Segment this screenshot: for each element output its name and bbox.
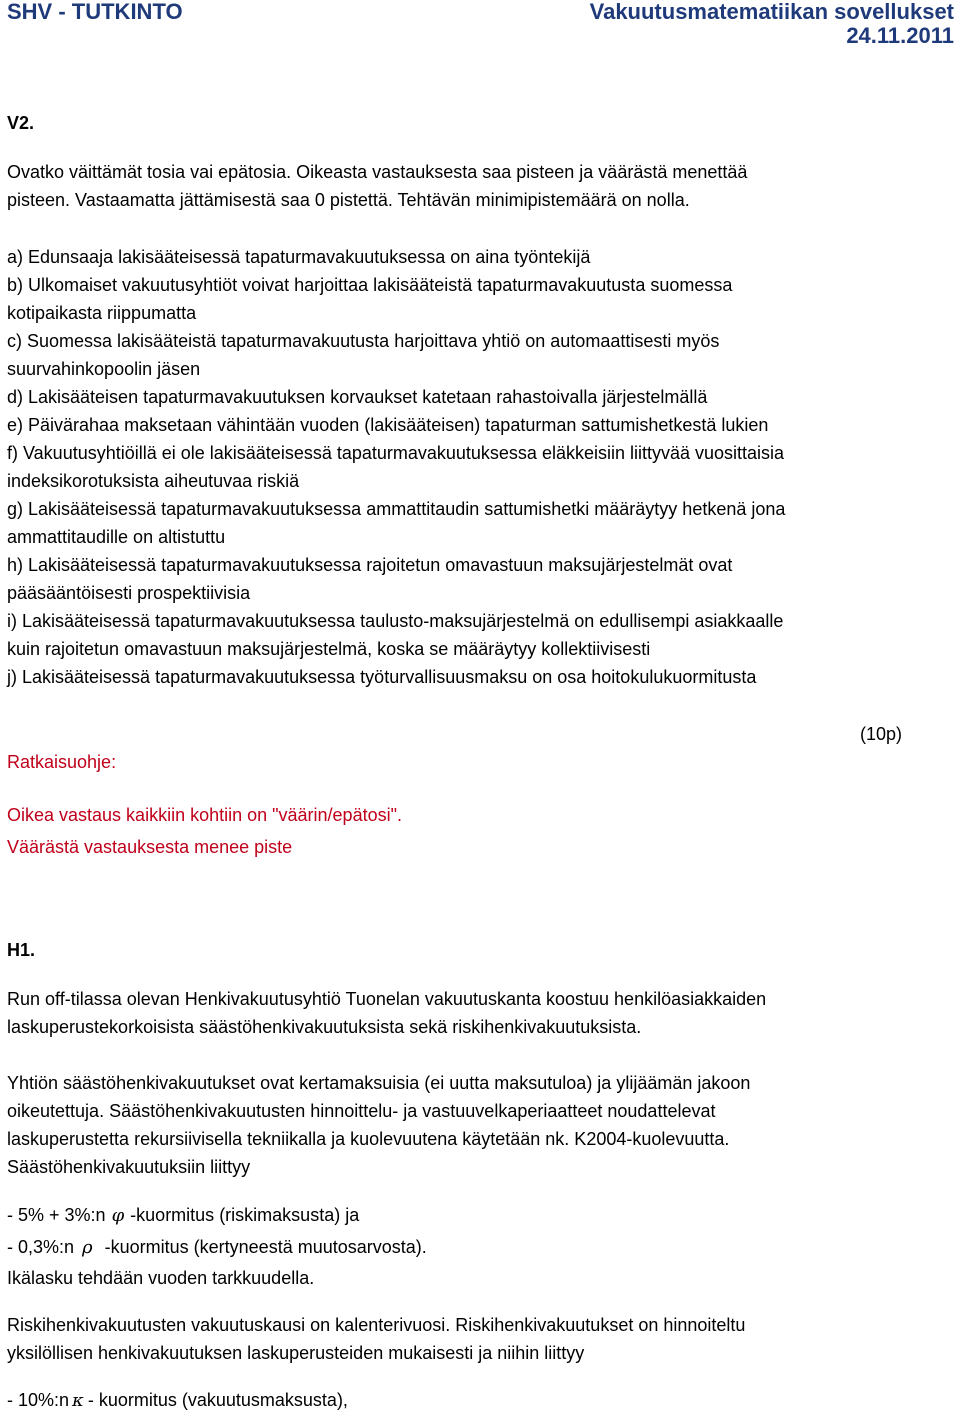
solution-line: Oikea vastaus kaikkiin kohtiin on "väärin/epätosi". bbox=[7, 805, 402, 825]
kappa-symbol: κ bbox=[72, 1390, 84, 1411]
loading-phi-line bbox=[7, 1201, 955, 1230]
header-date: 24.11.2011 bbox=[846, 23, 954, 48]
loading-phi-prefix: - 5% + 3%:n bbox=[7, 1205, 106, 1225]
v2-instruction-line: Ovatko väittämät tosia vai epätosia. Oikeasta vastauksesta saa pisteen ja väärästä menettää bbox=[7, 162, 748, 182]
header-course-title: Vakuutusmatematiikan sovellukset bbox=[589, 0, 954, 24]
h1-paragraph-2 bbox=[7, 1069, 955, 1181]
statement-line: h) Lakisääteisessä tapaturmavakuutuksessa rajoitetun omavastuun maksujärjestelmät ovat bbox=[7, 555, 733, 575]
statement-line: d) Lakisääteisen tapaturmavakuutuksen korvaukset katetaan rahastoivalla järjestelmällä bbox=[7, 387, 708, 407]
statement-line: b) Ulkomaiset vakuutusyhtiöt voivat harjoittaa lakisääteistä tapaturmavakuutusta suomessa bbox=[7, 275, 733, 295]
solution-line: Väärästä vastauksesta menee piste bbox=[7, 837, 293, 857]
header-course-info bbox=[590, 0, 954, 48]
paragraph-line: Säästöhenkivakuutuksiin liittyy bbox=[7, 1157, 251, 1177]
loading-kappa-suffix: - kuormitus (vakuutusmaksusta), bbox=[87, 1390, 348, 1410]
paragraph-line: Riskihenkivakuutusten vakuutuskausi on kalenterivuosi. Riskihenkivakuutukset on hinnoiteltu bbox=[7, 1315, 746, 1335]
phi-symbol: φ bbox=[111, 1205, 125, 1226]
statement-line: j) Lakisääteisessä tapaturmavakuutuksessa työturvallisuusmaksu on osa hoitokulukuormitusta bbox=[7, 667, 757, 687]
statement-line: pääsääntöisesti prospektiivisia bbox=[7, 583, 251, 603]
v2-instruction-line: pisteen. Vastaamatta jättämisestä saa 0 pistettä. Tehtävän minimipistemäärä on nolla. bbox=[7, 190, 690, 210]
statement-line: a) Edunsaaja lakisääteisessä tapaturmavakuutuksessa on aina työntekijä bbox=[7, 247, 591, 267]
loading-rho-suffix: -kuormitus (kertyneestä muutosarvosta). bbox=[104, 1237, 427, 1257]
statement-line: e) Päivärahaa maksetaan vähintään vuoden (lakisääteisen) tapaturman sattumishetkestä lukien bbox=[7, 415, 769, 435]
v2-statement-list bbox=[7, 243, 955, 691]
v2-instructions bbox=[7, 158, 955, 214]
section-heading-v2: V2. bbox=[7, 113, 35, 133]
age-rule-line: Ikälasku tehdään vuoden tarkkuudella. bbox=[7, 1268, 315, 1288]
loading-phi-suffix: -kuormitus (riskimaksusta) ja bbox=[130, 1205, 360, 1225]
h1-paragraph-1 bbox=[7, 985, 955, 1041]
loading-rho-prefix: - 0,3%:n bbox=[7, 1237, 75, 1257]
loading-kappa-line bbox=[7, 1386, 955, 1415]
section-heading-h1: H1. bbox=[7, 940, 36, 960]
loading-kappa-prefix: - 10%:n bbox=[7, 1390, 70, 1410]
paragraph-line: oikeutettuja. Säästöhenkivakuutusten hinnoittelu- ja vastuuvelkaperiaatteet noudattelevat bbox=[7, 1101, 716, 1121]
loading-rho-line bbox=[7, 1233, 955, 1262]
statement-line: kuin rajoitetun omavastuun maksujärjestelmä, koska se määräytyy kollektiivisesti bbox=[7, 639, 651, 659]
statement-line: kotipaikasta riippumatta bbox=[7, 303, 197, 323]
statement-line: ammattitaudille on altistuttu bbox=[7, 527, 226, 547]
paragraph-line: Run off-tilassa olevan Henkivakuutusyhtiö Tuonelan vakuutuskanta koostuu henkilöasiakkaiden bbox=[7, 989, 767, 1009]
h1-paragraph-3 bbox=[7, 1311, 955, 1367]
statement-line: indeksikorotuksista aiheutuvaa riskiä bbox=[7, 471, 300, 491]
points-label: (10p) bbox=[859, 724, 902, 744]
paragraph-line: laskuperustetta rekursiivisella tekniikalla ja kuolevuutena käytetään nk. K2004-kuolevuutta. bbox=[7, 1129, 730, 1149]
header-exam-title: SHV - TUTKINTO bbox=[7, 0, 183, 24]
statement-line: f) Vakuutusyhtiöillä ei ole lakisääteisessä tapaturmavakuutuksessa eläkkeisiin liittyvää vuosittaisia bbox=[7, 443, 785, 463]
paragraph-line: Yhtiön säästöhenkivakuutukset ovat kertamaksuisia (ei uutta maksutuloa) ja ylijäämän jakoon bbox=[7, 1073, 751, 1093]
statement-line: suurvahinkopoolin jäsen bbox=[7, 359, 201, 379]
rho-symbol: ρ bbox=[82, 1237, 93, 1258]
paragraph-line: laskuperustekorkoisista säästöhenkivakuutuksista sekä riskihenkivakuutuksista. bbox=[7, 1017, 642, 1037]
statement-line: g) Lakisääteisessä tapaturmavakuutuksessa ammattitaudin sattumishetki määräytyy hetkenä jona bbox=[7, 499, 786, 519]
statement-line: i) Lakisääteisessä tapaturmavakuutuksessa taulusto-maksujärjestelmä on edullisempi asiakkaalle bbox=[7, 611, 784, 631]
solution-text bbox=[7, 799, 955, 863]
paragraph-line: yksilöllisen henkivakuutuksen laskuperusteiden mukaisesti ja niihin liittyy bbox=[7, 1343, 585, 1363]
statement-line: c) Suomessa lakisääteistä tapaturmavakuutusta harjoittava yhtiö on automaattisesti myös bbox=[7, 331, 720, 351]
solution-label: Ratkaisuohje: bbox=[7, 752, 117, 772]
